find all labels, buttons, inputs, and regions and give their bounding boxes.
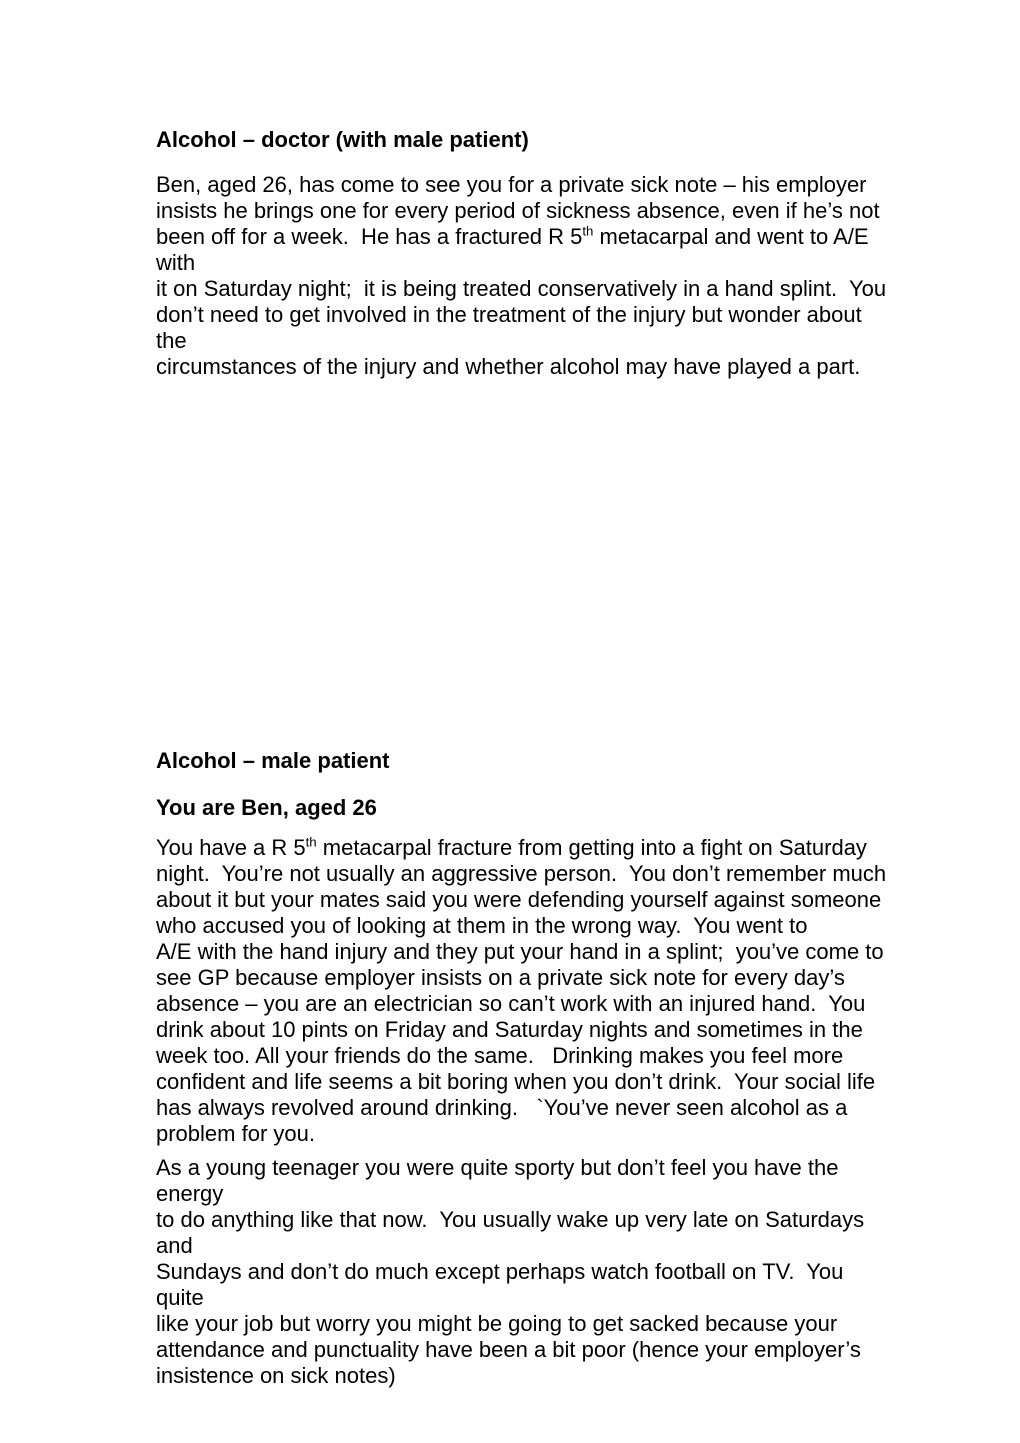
- patient-lifestyle-paragraph: As a young teenager you were quite sporty but don’t feel you have the energy to do anything like that now. You usually wake up very late on Saturdays and Sundays and don’t do much except perhaps watch football on TV. You quite like your job but worry you might be going to get sacked because your attendance and punctuality have been a bit poor (hence your employer’s insistence on sick notes): [156, 1155, 871, 1388]
- doctor-section-heading: Alcohol – doctor (with male patient): [156, 127, 529, 152]
- doctor-brief-paragraph: Ben, aged 26, has come to see you for a private sick note – his employer insists he brings one for every period of sickness absence, even if he’s not been off for a week. He has a fractured R 5th metacarpal and went to A/E with it on Saturday night; it is being treated conservatively in a hand splint. You don’t need to get involved in the treatment of the injury but wonder about the circumstances of the injury and whether alcohol may have played a part.: [156, 172, 887, 379]
- patient-role-subheading: You are Ben, aged 26: [156, 795, 377, 820]
- patient-section-heading: Alcohol – male patient: [156, 748, 390, 773]
- patient-background-paragraph: You have a R 5th metacarpal fracture from getting into a fight on Saturday night. You’re not usually an aggressive person. You don’t remember much about it but your mates said you were defending yourself against someone who accused you of looking at them in the wrong way. You went to A/E with the hand injury and they put your hand in a splint; you’ve come to see GP because employer insists on a private sick note for every day’s absence – you are an electrician so can’t work with an injured hand. You drink about 10 pints on Friday and Saturday nights and sometimes in the week too. All your friends do the same. Drinking makes you feel more confident and life seems a bit boring when you don’t drink. Your social life has always revolved around drinking. `You’ve never seen alcohol as a problem for you.: [156, 834, 887, 1146]
